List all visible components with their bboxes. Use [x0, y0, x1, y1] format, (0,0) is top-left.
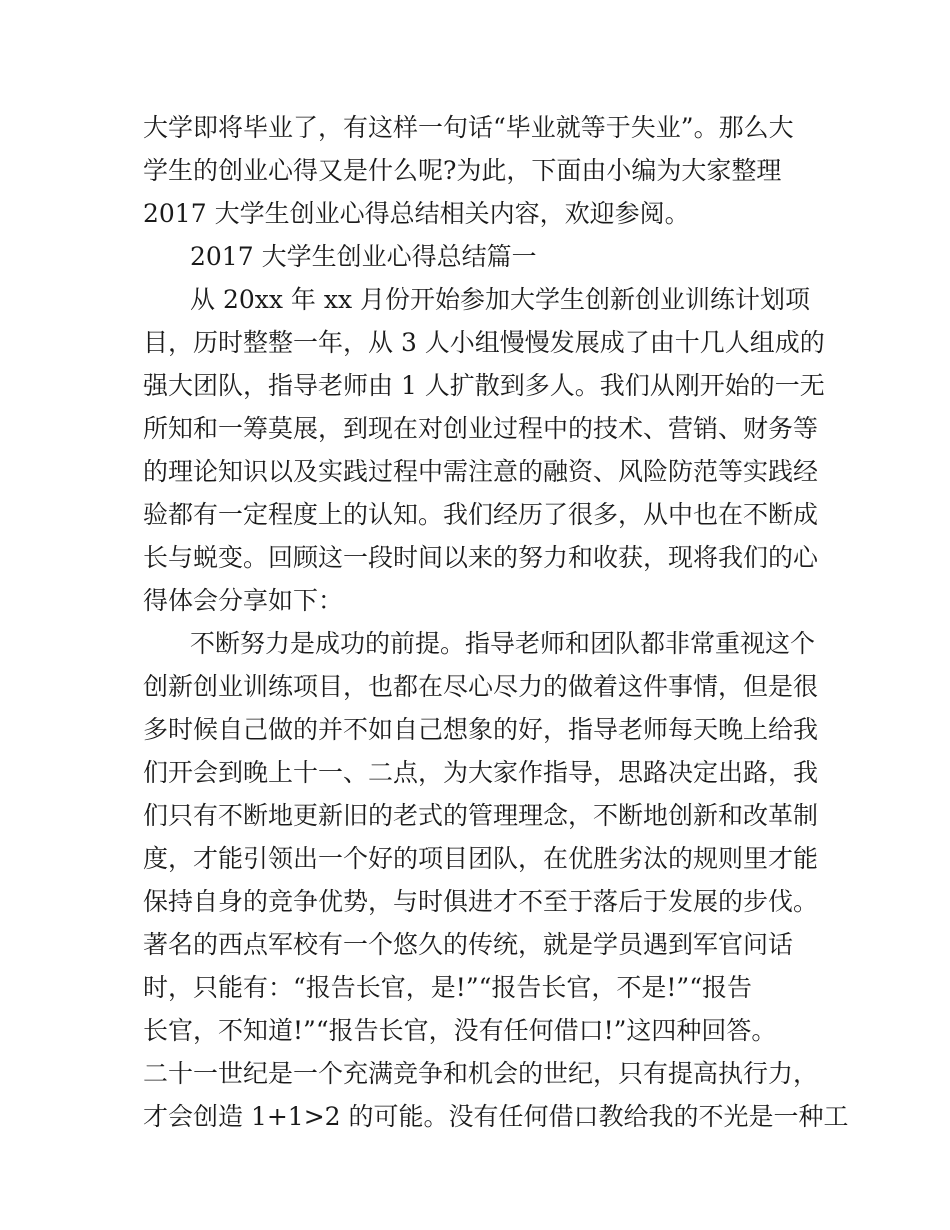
text-line: 长官，不知道!”“报告长官，没有任何借口!”这四种回答。: [143, 1016, 777, 1045]
text-line: 们只有不断地更新旧的老式的管理理念，不断地创新和改革制: [143, 801, 819, 830]
text-line: 2017 大学生创业心得总结相关内容，欢迎参阅。: [143, 199, 690, 228]
text-line: 二十一世纪是一个充满竞争和机会的世纪，只有提高执行力，: [143, 1059, 819, 1088]
text-line: 度，才能引领出一个好的项目团队，在优胜劣汰的规则里才能: [143, 844, 819, 873]
text-line: 学生的创业心得又是什么呢?为此，下面由小编为大家整理: [143, 156, 782, 185]
text-line: 才会创造 1+1>2 的可能。没有任何借口教给我的不光是一种工: [143, 1102, 849, 1131]
text-line: 不断努力是成功的前提。指导老师和团队都非常重视这个: [190, 629, 816, 658]
text-line: 目，历时整整一年，从 3 人小组慢慢发展成了由十几人组成的: [143, 328, 825, 357]
text-line: 时，只能有：“报告长官，是!”“报告长官，不是!”“报告: [143, 973, 752, 1002]
text-line: 们开会到晚上十一、二点，为大家作指导，思路决定出路，我: [143, 758, 819, 787]
text-line: 从 20xx 年 xx 月份开始参加大学生创新创业训练计划项: [190, 285, 810, 314]
text-line: 大学即将毕业了，有这样一句话“毕业就等于失业”。那么大: [143, 113, 794, 142]
text-line: 著名的西点军校有一个悠久的传统，就是学员遇到军官问话: [143, 930, 794, 959]
text-line: 的理论知识以及实践过程中需注意的融资、风险防范等实践经: [143, 457, 819, 486]
text-line: 长与蜕变。回顾这一段时间以来的努力和收获，现将我们的心: [143, 543, 819, 572]
text-line: 创新创业训练项目，也都在尽心尽力的做着这件事情，但是很: [143, 672, 819, 701]
text-line: 得体会分享如下：: [143, 586, 344, 615]
text-line: 多时候自己做的并不如自己想象的好，指导老师每天晚上给我: [143, 715, 819, 744]
text-line: 所知和一筹莫展，到现在对创业过程中的技术、营销、财务等: [143, 414, 819, 443]
text-line: 验都有一定程度上的认知。我们经历了很多，从中也在不断成: [143, 500, 819, 529]
section-heading: 2017 大学生创业心得总结篇一: [190, 242, 537, 271]
text-line: 保持自身的竞争优势，与时俱进才不至于落后于发展的步伐。: [143, 887, 819, 916]
text-line: 强大团队，指导老师由 1 人扩散到多人。我们从刚开始的一无: [143, 371, 825, 400]
